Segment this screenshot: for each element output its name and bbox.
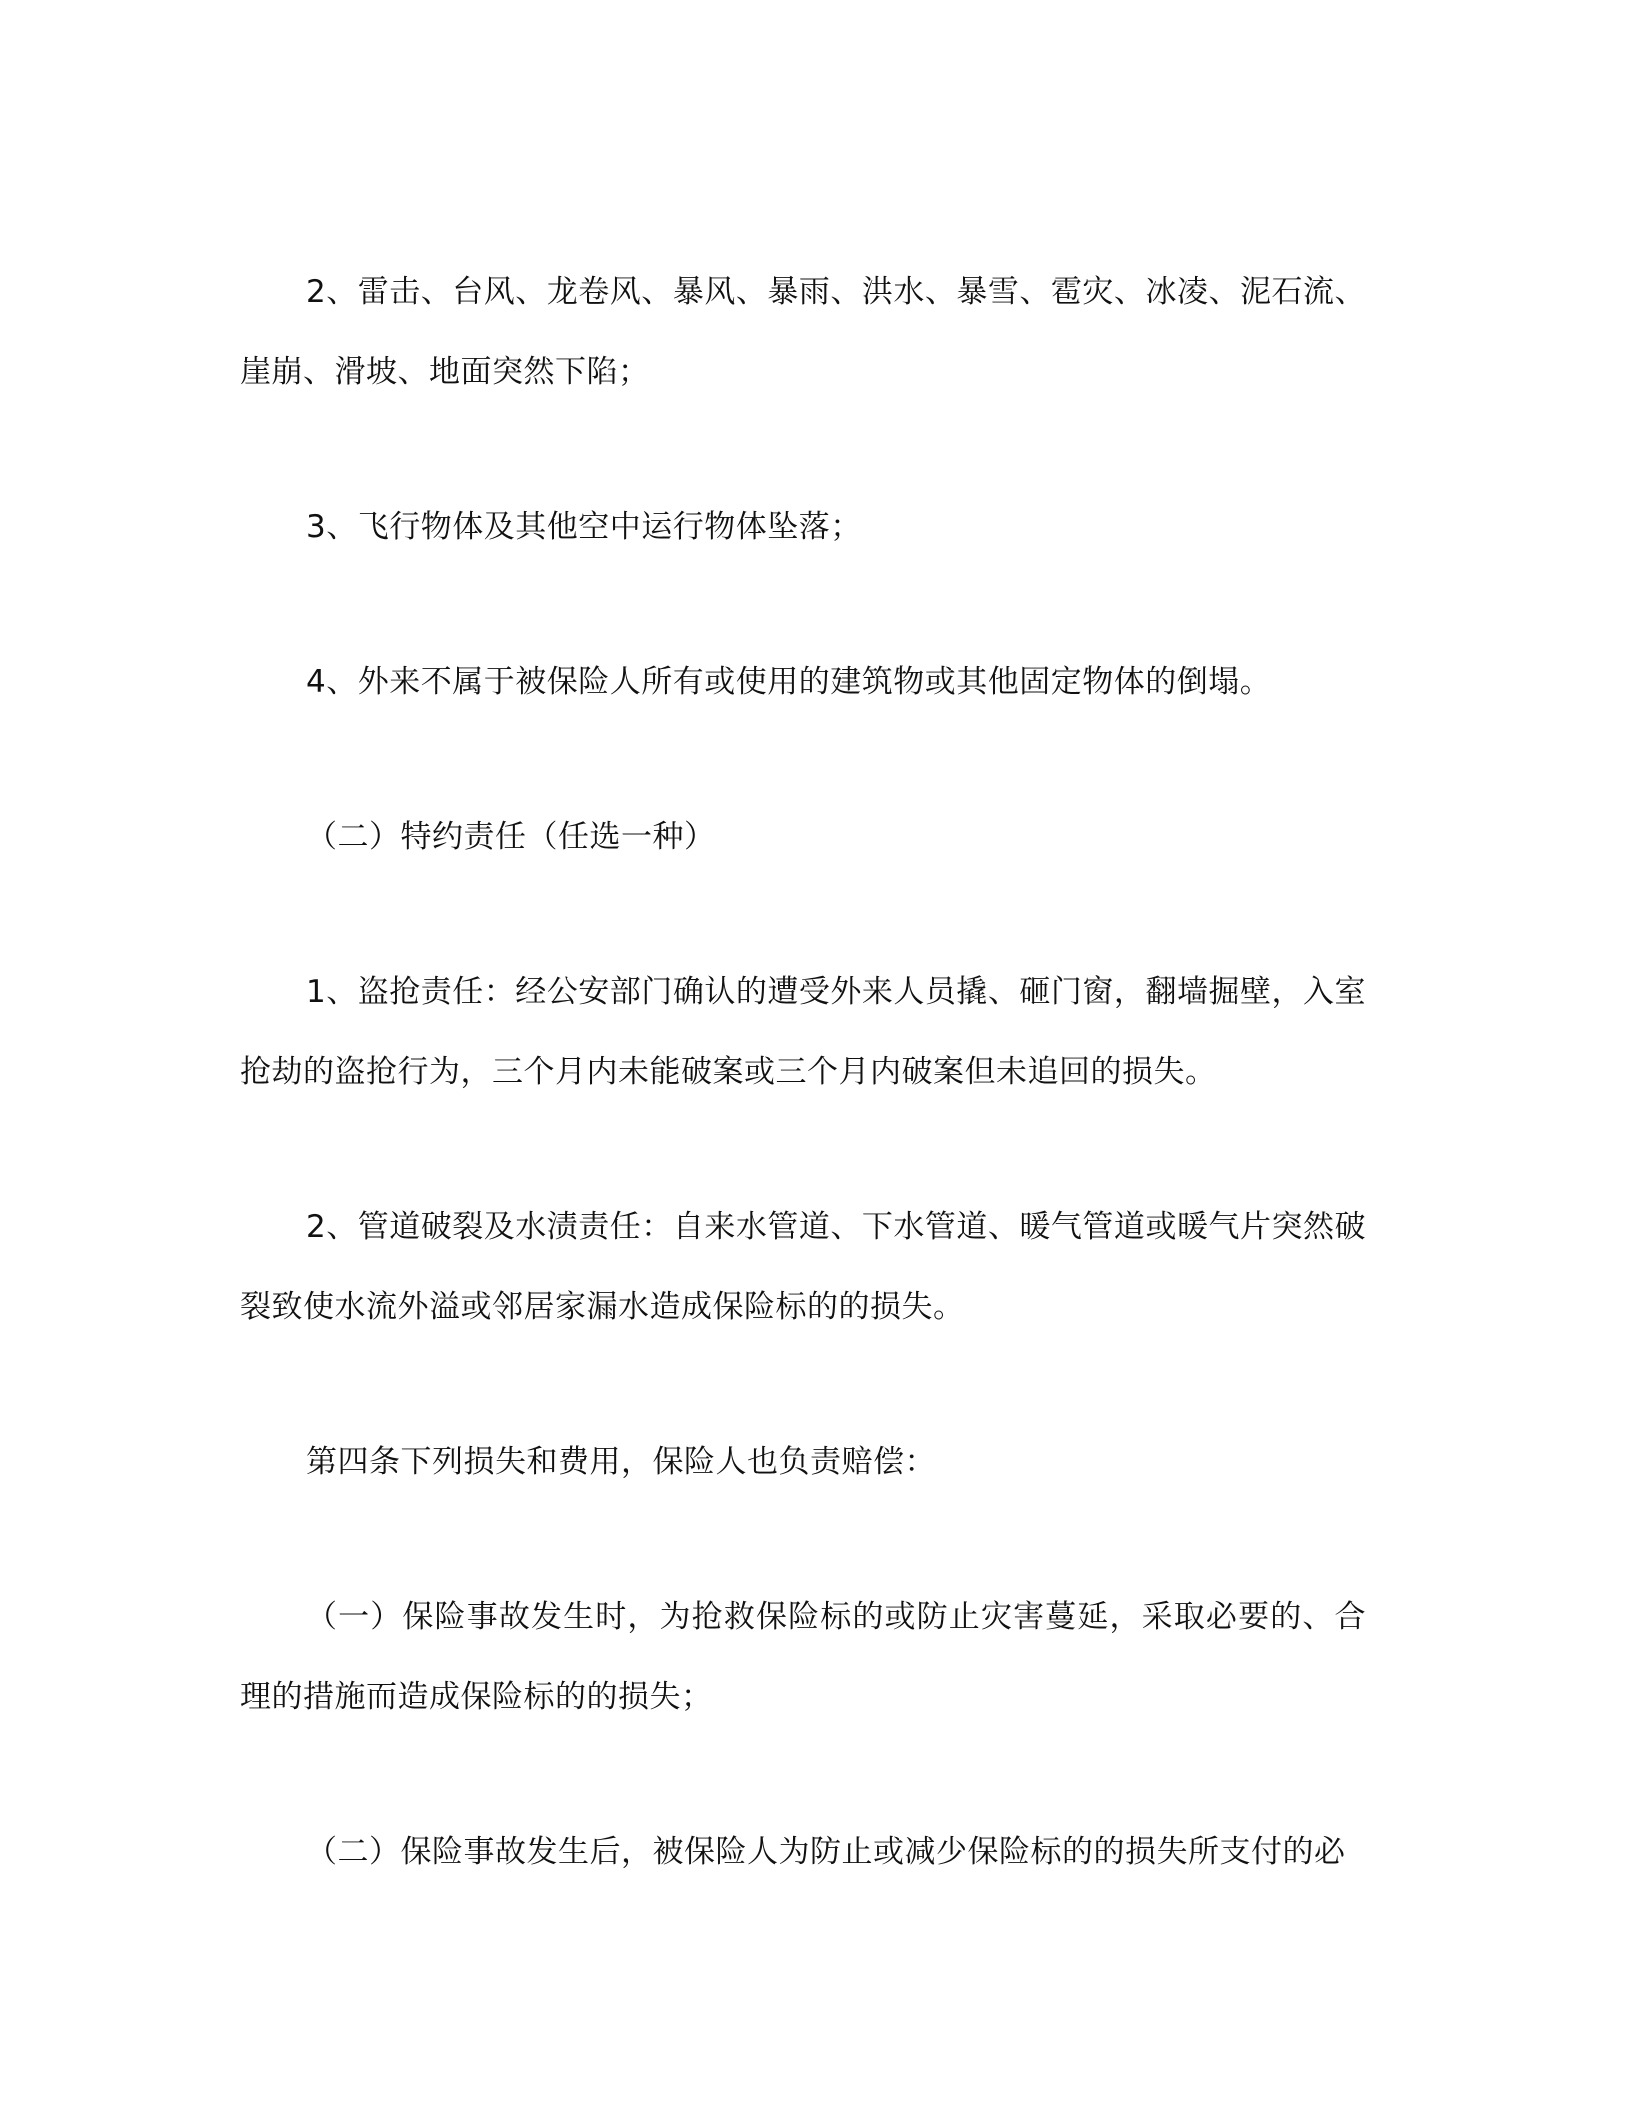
- paragraph-building-collapse: 4、外来不属于被保险人所有或使用的建筑物或其他固定物体的倒塌。: [306, 664, 1272, 700]
- article-four-heading: 第四条下列损失和费用，保险人也负责赔偿：: [306, 1444, 936, 1480]
- paragraph-theft-liability: 1、盗抢责任：经公安部门确认的遭受外来人员撬、砸门窗，翻墙掘壁，入室抢劫的盗抢行为，三个月内未能破案或三个月内破案但未追回的损失。: [240, 974, 1366, 1090]
- paragraph-loss-prevention-costs: （二）保险事故发生后，被保险人为防止或减少保险标的的损失所支付的必: [306, 1834, 1346, 1870]
- document-body: [240, 252, 1366, 1892]
- paragraph-disaster-list: 2、雷击、台风、龙卷风、暴风、暴雨、洪水、暴雪、雹灾、冰凌、泥石流、崖崩、滑坡、地面突然下陷；: [240, 274, 1366, 390]
- paragraph-falling-objects: 3、飞行物体及其他空中运行物体坠落；: [306, 509, 862, 545]
- paragraph-pipe-burst-liability: 2、管道破裂及水渍责任：自来水管道、下水管道、暖气管道或暖气片突然破裂致使水流外溢或邻居家漏水造成保险标的的损失。: [240, 1209, 1366, 1325]
- paragraph-rescue-measures: （一）保险事故发生时，为抢救保险标的或防止灾害蔓延，采取必要的、合理的措施而造成保险标的的损失；: [240, 1599, 1366, 1715]
- section-heading-special-liability: （二）特约责任（任选一种）: [306, 819, 716, 855]
